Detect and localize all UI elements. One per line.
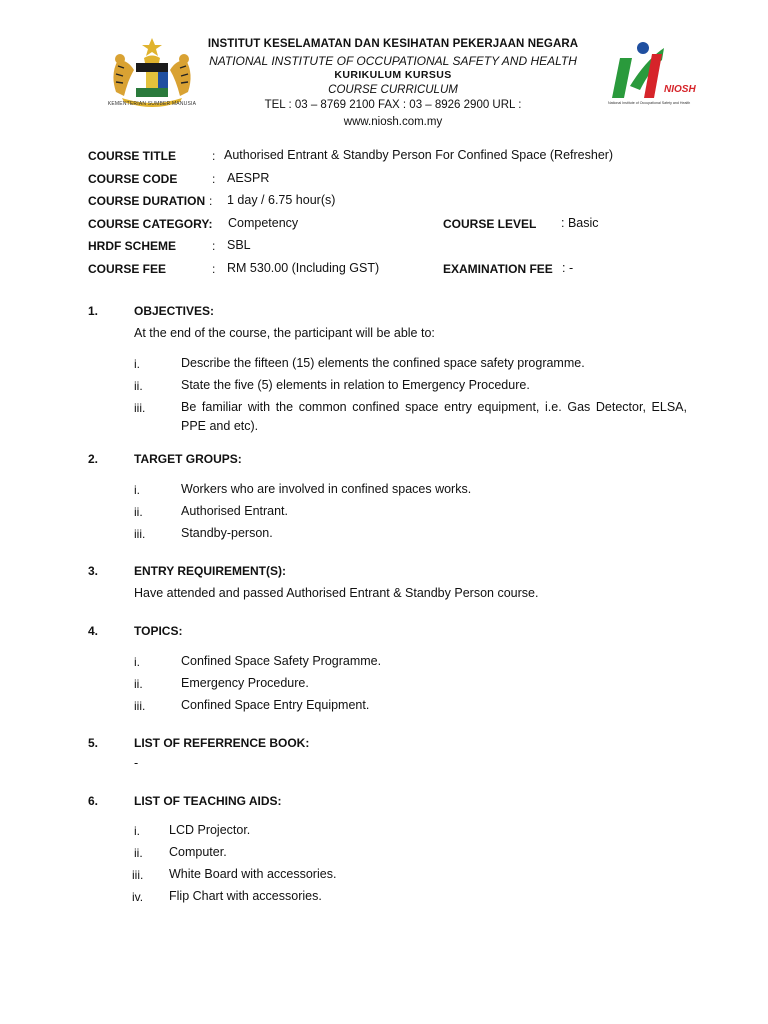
section-title-target-groups: TARGET GROUPS:	[134, 452, 242, 466]
crest-caption: KEMENTERIAN SUMBER MANUSIA	[107, 101, 197, 107]
section-title-entry-requirements: ENTRY REQUIREMENT(S):	[134, 564, 287, 578]
course-category-value: Competency	[228, 216, 299, 230]
list-item-numeral: i.	[134, 655, 140, 669]
course-code-label: COURSE CODE	[88, 172, 178, 186]
course-category-label: COURSE CATEGORY:	[88, 217, 213, 231]
niosh-logo-subtext: National Institute of Occupational Safety and Health	[608, 101, 691, 105]
examination-fee-label: EXAMINATION FEE	[443, 262, 553, 276]
course-title-value: Authorised Entrant & Standby Person For Confined Space (Refresher)	[224, 148, 614, 162]
niosh-logo	[606, 40, 708, 108]
institute-name-english: NATIONAL INSTITUTE OF OCCUPATIONAL SAFETY AND HEALTH	[209, 54, 577, 68]
section-number: 4.	[88, 624, 99, 638]
course-fee-label: COURSE FEE	[88, 262, 167, 276]
list-item-numeral: ii.	[134, 846, 143, 860]
reference-book-text: -	[134, 756, 139, 770]
document-title-malay: KURIKULUM KURSUS	[334, 69, 452, 81]
course-duration-label: COURSE DURATION	[88, 194, 206, 208]
list-item: LCD Projector.	[169, 823, 251, 837]
list-item-numeral: i.	[134, 824, 140, 838]
list-item-numeral: ii.	[134, 379, 143, 393]
section-number: 5.	[88, 736, 99, 750]
section-number: 2.	[88, 452, 99, 466]
list-item: Authorised Entrant.	[181, 504, 289, 518]
list-item-numeral: iii.	[134, 527, 146, 541]
list-item-numeral: ii.	[134, 505, 143, 519]
list-item-numeral: i.	[134, 357, 140, 371]
hrdf-scheme-value: SBL	[227, 238, 251, 252]
course-level-label: COURSE LEVEL	[443, 217, 537, 231]
list-item: Confined Space Safety Programme.	[181, 654, 382, 668]
section-title-teaching-aids: LIST OF TEACHING AIDS:	[134, 794, 282, 808]
section-number: 3.	[88, 564, 99, 578]
hrdf-scheme-colon: :	[212, 239, 216, 253]
course-duration-colon: :	[209, 194, 213, 208]
list-item-numeral: iii.	[134, 401, 146, 415]
course-duration-value: 1 day / 6.75 hour(s)	[227, 193, 336, 207]
list-item-numeral: iv.	[132, 890, 144, 904]
course-fee-value: RM 530.00 (Including GST)	[227, 261, 380, 275]
niosh-logo-text: NIOSH	[664, 84, 696, 95]
list-item: Describe the fifteen (15) elements the confined space safety programme.	[181, 356, 585, 370]
list-item-numeral: iii.	[134, 699, 146, 713]
list-item: Emergency Procedure.	[181, 676, 309, 690]
list-item-numeral: iii.	[132, 868, 144, 882]
list-item: Computer.	[169, 845, 227, 859]
list-item: State the five (5) elements in relation to Emergency Procedure.	[181, 378, 530, 392]
list-item: Standby-person.	[181, 526, 273, 540]
section-title-reference-books: LIST OF REFERRENCE BOOK:	[134, 736, 310, 750]
list-item: Workers who are involved in confined spaces works.	[181, 482, 472, 496]
course-level-value: : Basic	[561, 216, 599, 230]
section-title-topics: TOPICS:	[134, 624, 183, 638]
list-item-numeral: i.	[134, 483, 140, 497]
section-number: 1.	[88, 304, 99, 318]
objectives-intro: At the end of the course, the participant will be able to:	[134, 326, 435, 340]
hrdf-scheme-label: HRDF SCHEME	[88, 239, 177, 253]
section-number: 6.	[88, 794, 99, 808]
section-title-objectives: OBJECTIVES:	[134, 304, 215, 318]
course-title-label: COURSE TITLE	[88, 149, 177, 163]
course-code-colon: :	[212, 172, 216, 186]
contact-line: TEL : 03 – 8769 2100 FAX : 03 – 8926 2900 URL :	[264, 99, 522, 111]
course-title-colon: :	[212, 149, 216, 163]
course-code-value: AESPR	[227, 171, 270, 185]
course-fee-colon: :	[212, 262, 216, 276]
list-item: Be familiar with the common confined space entry equipment, i.e. Gas Detector, ELSA, PPE and etc).	[181, 400, 687, 433]
list-item: Flip Chart with accessories.	[169, 889, 322, 903]
list-item: White Board with accessories.	[169, 867, 337, 881]
institute-name-malay: INSTITUT KESELAMATAN DAN KESIHATAN PEKERJAAN NEGARA	[207, 38, 579, 50]
website-url: www.niosh.com.my	[343, 116, 443, 128]
entry-requirement-text: Have attended and passed Authorised Entrant & Standby Person course.	[134, 586, 539, 600]
list-item: Confined Space Entry Equipment.	[181, 698, 370, 712]
examination-fee-value: : -	[562, 261, 574, 275]
list-item-numeral: ii.	[134, 677, 143, 691]
document-title-english: COURSE CURRICULUM	[328, 84, 458, 96]
